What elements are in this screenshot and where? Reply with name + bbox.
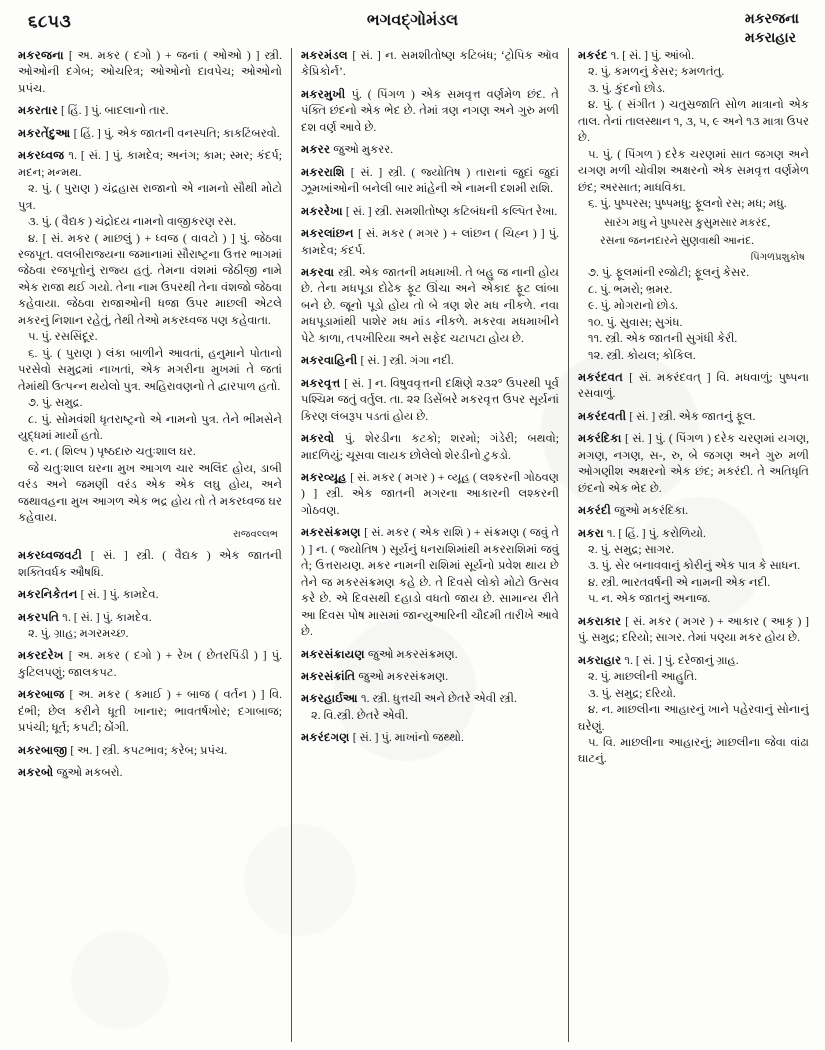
page-folio-number: ૬૮૫૩ [28,12,72,31]
dictionary-entry [301,525,559,640]
dictionary-entry [18,743,282,759]
entry-definition: [ સં. ] સ્ત્રી. સમશીતોષ્ણ કટિબંધની કલ્પિત રેખા. [345,204,558,218]
dictionary-entry [18,148,282,542]
entry-sense: ૪. સ્ત્રી. ભારતવર્ષની એ નામની એક નદી. [588,575,771,589]
dictionary-entry [18,610,282,643]
dictionary-entry [301,87,559,136]
entry-headword: મકરંદી [578,504,615,518]
entry-definition: પું. ( પિંગળ ) એક સમવૃત્ત વર્ણમેળ છંદ. તે પંક્તિ છંદનો એક ભેદ છે. તેમાં ત્રણ નગણ અને ગુરુ મળી દશ વર્ણ આવે છે. [301,87,559,134]
entry-sense: ૭. પું. ફૂલમાંની રજોટી; ફૂલનું કેસર. [588,266,750,280]
entry-headword: મકરવો [301,432,345,446]
entry-sense: ૪. [ સં. મકર ( માછલું ) + ધ્વજ ( વાવટો ) ] પું. જેઠવા રજપૂત. વલબીરાજ્યના જમાનામાં સૌરાષ્ટ્રના ઉત્તર ભાગમાં જેઠવા રજપૂતોનું રાજ્ય હતું. તેમના વંશમાં જેઠીજી નામે એક રાજા થઈ ગયો. તેના નામ ઉપરથી તેના વંશજો જેઠવા કહેવાયા. જેઠવા રાજાઓની ધજા ઉપર માછલી એટલે મકરનું નિશાન રહેતું, તેથી તેઓ મકરધ્વજ પણ કહેવાતા. [18,231,282,327]
dictionary-entry [301,470,559,519]
entry-sense: ૧. [ સં. ] પું. આંબો. [610,49,695,62]
dictionary-entry [578,409,809,425]
entry-sense: ૩. પું. સેર બનાવવાનું કોરીનું એક પાત્ર કે સાધન. [588,559,801,573]
dictionary-entry [18,548,282,581]
column-3 [569,48,809,1042]
dictionary-entry [18,648,282,681]
entry-headword: મકરમુખી [301,87,352,101]
entry-definition: [ અ. મકર ( કમાઈ ) + બાજ ( વર્તન ) ] વિ. દંભી; છેલ કરીને ધૂતી ખાનાર; ભાવતર્ષખોર; દગાબાજ; પ્રપંચી; ધૂર્ત; કપટી; ઠોંગી. [18,688,282,735]
entry-definition: [ સં. ] પું. માખાંનો જથ્થો. [352,731,464,745]
entry-sense: ૩. પું. સમુદ્ર; દરિયો. [588,686,676,700]
entry-definition: [ સં. ] ન. વિષુવવૃત્તની દક્ષિણે ૨૩૨° ઉપરથી પૂર્વ પશ્ચિમ જતું વર્તુલ. તા. ૨૨ ડિસેંબરે મકરવૃત્ત ઉપર સૂર્યનાં કિરણ લંબરૂપ પડતાં હોય છે. [301,376,559,423]
entry-definition: [ સં. મકર ( મગર ) + વ્યૂહ ( લશ્કરની ગોઠવણ ) ] સ્ત્રી. એક જાતની મગરના આકારની લશ્કરની ગોઠવણ. [301,470,559,517]
entry-citation: પિંગળપ્રશુકોષ [750,251,805,263]
entry-sense: ૨. પું. ગ્રાહ; મગરમચ્છ. [28,626,129,640]
entry-definition: જુઓ મકરંદિકા. [614,504,689,518]
dictionary-entry [578,614,809,647]
entry-definition: [ સં. મકરંદવત્ ] વિ. મધવાળું; પુષ્પના રસવાળું. [578,370,809,401]
entry-note: જે ચતુઃશાલ ઘરના મુખ આગળ ચાર અલિંદ હોય, ડાબી વરંડ અને જમણી વરંડ એક એક લઘુ હોય, અને જથાવહના મુખ આગળ એક ભદ્ર હોય તો તે મકરધ્વજ ઘર કહેવાય. [18,461,282,525]
entry-headword: મકરંદવત [578,370,630,384]
entry-sense: ૧. સ્ત્રી. ધુત્તચી અને છેતરે એવી સ્ત્રી. [360,692,517,706]
entry-definition: જુઓ મકબરો. [56,766,123,780]
entry-headword: મકરદરેખ [18,649,69,663]
entry-sense: ૧૦. પું. સુવાસ; સુગંધ. [588,315,683,329]
entry-sense: ૬. પું. ( પુરાણ ) લંકા બાળીને આવતાં, હનુમાને પોતાનો પરસેવો સમુદ્રમાં નાખતાં, એક મગરીના મુખમાં તે જતાં તેમાંથી ઉત્પન્ન થયેલો પુત્ર. અહિરાવણનો તે દ્વારપાળ હતો. [18,346,282,393]
entry-definition: [ અ. ] સ્ત્રી. કપટભાવ; કરેબ; પ્રપંચ. [70,743,228,757]
entry-headword: મકરંદગણ [301,731,353,745]
entry-headword: મકરતેંદુઆ [18,126,74,140]
entry-headword: મકરબાજ [18,688,70,702]
entry-sense: ૮. પું. સોમવંશી ધૃતરાષ્ટ્રનો એ નામનો પુત્ર. તેને ભીમસેને યુદ્ધમાં માર્યો હતો. [18,412,282,442]
entry-definition: [ અ. મકર ( દગો ) + જનાં ( ઓઓ ) ] સ્ત્રી. ઓઓની દગેબ; ઓચરિત્ર; ઓઓનો દાવપેચ; ઓઓનો પ્રપંચ. [18,49,282,95]
dictionary-entry [301,204,559,220]
dictionary-entry [578,370,809,403]
entry-headword: મકરંદિકા [578,432,626,446]
entry-definition: પું. શેરડીના કટકો; શરમો; ગંડેરી; બથવો; માદળિયું; ચૂસવા લાયક છોલેલો શેરડીનો ટુકડો. [301,432,559,462]
entry-definition: સ્ત્રી. એક જાતની મધમાખી. તે બહુ જ નાની હોય છે. તેના મધપૂડા દોઢેક ફૂટ ઊંચા અને એકાદ ફૂટ લાંબા બને છે. જૂનો પૂડો હોય તો બે ત્રણ શેર મધ નીકળે. નવા મધપૂડામાંથી પાશેર મધ માંડ નીકળે. મકરવા મધમાખીને પેટે કાળા, તપખીરિયા અને સફેદ ચટાપટા હોય છે. [301,265,559,345]
dictionary-entry [18,48,282,97]
dictionary-entry [301,165,559,198]
dictionary-entry [578,526,809,608]
entry-definition: [ સં. ] સ્ત્રી. ( જ્યોતિષ ) તારાનાં જુદાં જુદાં ઝૂમખાંઓની બનેલી બાર માંહેની એ નામની દશમી રાશિ. [301,165,559,196]
entry-sense: ૫. પું. ( પિંગળ ) દરેક ચરણમાં સાત જગણ અને યગણ મળી ચોવીશ અક્ષરનો એક સમવૃત્ત વર્ણમેળ છંદ; અરસાત; માધવિકા. [578,147,809,194]
entry-verse-line: સારંગ મધુ ને પુષ્પરસ કુસુમસાર મકરંદ, [604,216,771,229]
entry-headword: મકરંદ [578,49,611,62]
entry-definition: [ સં. ] સ્ત્રી. ગંગા નદી. [360,354,454,368]
dictionary-entry [301,669,559,685]
entry-sense: ૧૧. સ્ત્રી. એક જાતની સુગંધી કેરી. [588,332,738,346]
entry-headword: મકરધ્વજવટી [18,549,91,563]
entry-sense: ૨. વિ.સ્ત્રી. છેતરે એવી. [311,708,409,722]
entry-headword: મકરરાશિ [301,165,351,179]
entry-citation: રાજવલ્લભ [233,528,278,540]
entry-definition: [ સં. મકર ( મગર ) + આકાર ( આકૃ ) ] પું. સમુદ્ર; દરિયો; સાગર. તેમાં પણ્યા મકર હોય છે. [578,614,809,645]
entry-sense: ૨. પું. માછલીની આહુતિ. [588,670,698,684]
dictionary-entry [18,103,282,119]
entry-definition: [ સં. ] પું. કામદેવ. [80,588,159,602]
entry-headword: મકરસંક્રમણ [301,526,365,540]
column-2 [292,48,568,1042]
dictionary-entry [301,142,559,158]
entry-headword: મકરપતિ [18,610,63,624]
entry-headword: મકરા [578,526,607,540]
dictionary-entry [578,653,809,768]
entry-headword: મકરસંક્રાયણ [301,647,368,661]
page-header [0,0,825,46]
entry-headword: મકરહાર્ઇઆ [301,692,361,706]
dictionary-entry [301,226,559,259]
entry-headword: મકરરેખા [301,204,346,218]
entry-sense: ૯. ન. ( શિલ્પ ) પૃષ્ઠદારુ ચતુઃશાલ ઘર. [28,445,196,459]
entry-sense: ૨. પું. ( પુરાણ ) ચંદ્રહાસ રાજાનો એ નામનો સૌથી મોટો પુત્ર. [18,182,282,212]
entry-headword: મકરવ્યૂહ [301,470,351,484]
entry-sense: ૧. [ હિં. ] પું. કરોળિયો. [606,526,706,540]
column-1 [18,48,291,1042]
entry-definition: [ સં. મકર ( એક રાશિ ) + સંક્રમણ ( જવું તે ) ] ન. ( જ્યોતિષ ) સૂર્યનું ધનરાશિમાંથી મકરરાશિમાં જવું તે; ઉત્તરાયણ. મકર નામની રાશિમાં સૂર્યનો પ્રવેશ થાય છે તેને જ મકરસંક્રમણ કહે છે. તે દિવસે લોકો મોટો ઉત્સવ કરે છે. એ દિવસથી દહાડો વધતો જાય છે. સામાન્ય રીતે આ દિવસ પોષ માસમાં જાન્યુઆરિની ચૌદમી તારીખે આવે છે. [301,526,560,639]
entry-sense: ૨. પું. સમુદ્ર; સાગર. [588,543,675,557]
entry-headword: મકરધ્વજ [18,149,69,163]
dictionary-entry [18,587,282,603]
entry-headword: મકરવાહિની [301,354,361,368]
dictionary-entry [301,48,559,81]
dictionary-entry [301,353,559,369]
dictionary-entry [578,48,809,364]
entry-sense: ૩. પું. ( વૈદ્યક ) ચંદ્રોદય નામનો વાજીકરણ રસ. [28,215,237,229]
entry-sense: ૩. પું. કુંદનો છોડ. [588,81,666,95]
book-title: ભગવદ્ગોમંડલ [366,12,459,29]
entry-headword: મકરલાંછન [301,227,358,241]
entry-headword: મકરનિકેતન [18,588,81,602]
guide-word-last: મકરાહાર [744,31,796,47]
guide-word-first: મકરજના [744,12,799,27]
dictionary-entry [578,431,809,497]
entry-sense: ૧. [ સં. ] પું. કામદેવ; અનંગ; કામ; સ્મર; કંદર્પ; મદન; મન્મથ. [18,149,282,179]
column-container [18,48,809,1042]
entry-sense: ૭. પું. સમુદ્ર. [28,396,83,410]
entry-verse-line: રસના જનનદારને સુણવાથી આનંદ. [600,235,754,248]
entry-headword: મકરંદવતી [578,409,630,423]
entry-sense: ૫. પું. રસસિંદૂર. [28,330,98,344]
dictionary-entry [301,647,559,663]
entry-headword: મકરસંક્રાંતિ [301,669,359,683]
entry-definition: [ અ. મકર ( દગો ) + રેખ ( છેતરપિંડી ) ] પું. કુટિલપણું; જાલકપટ. [18,649,282,679]
entry-headword: મકરજના [18,49,69,62]
entry-definition: જુઓ મકરસંક્રમણ. [367,647,458,661]
entry-definition: [ સં. ] સ્ત્રી. એક જાતનું ફૂલ. [629,409,756,423]
entry-definition: [ હિં. ] પું. એક જાતની વનસ્પતિ; કાકટિંબરવો. [73,126,280,140]
entry-sense: ૧. [ સં. ] પું. દરેજાનું ગ્રાહ. [624,653,739,667]
entry-headword: મકરતાર [18,104,61,118]
entry-headword: મકરવૃત્ત [301,376,345,390]
entry-definition: [ સં. મકર ( મગર ) + લાંછન ( ચિહ્ન ) ] પું. કામદેવ; કંદર્પ. [301,227,559,257]
dictionary-entry [18,765,282,781]
entry-sense: ૯. પું. મોગરાનો છોડ. [588,299,678,313]
entry-definition: [ હિં. ] પું. બાદલાનો તાર. [60,104,169,118]
entry-sense: ૮. પું. ભમરો; ભ્રમર. [588,282,673,296]
dictionary-entry [18,687,282,736]
entry-sense: ૫. વિ. માછલીના આહારનું; માછલીના જેવા વાંઢા ઘાટનું. [578,736,809,766]
dictionary-entry [301,691,559,724]
dictionary-entry [578,503,809,519]
entry-sense: ૨. પું. કમળનું કેસર; કમળતંતુ. [588,65,725,79]
entry-headword: મકરમંડલ [301,49,353,62]
entry-headword: મકરબાજી [18,743,71,757]
entry-definition: [ સં. ] સ્ત્રી. ( વૈદ્યક ) એક જાતની શક્તિવર્ધક ઔષધિ. [18,549,282,579]
entry-sense: ૧. [ સં. ] પું. કામદેવ. [62,610,152,624]
entry-definition: જુઓ મકરસંક્રમણ. [358,669,449,683]
dictionary-entry [301,376,559,425]
entry-sense: ૬. પું. પુષ્પરસ; પુષ્પમધુ; ફૂલનો રસ; મધ; મધુ. [588,197,787,211]
dictionary-entry [301,265,559,347]
entry-sense: ૪. પું. ( સંગીત ) ચતુસ્રજાતિ સોળ માત્રાનો એક તાલ. તેનાં તાલસ્થાન ૧, ૩, ૫, ૯ અને ૧૩ માત્રા ઉપર છે. [578,98,809,145]
dictionary-entry [301,730,559,746]
entry-sense: ૪. ન. માછલીના આહારનું ખાને પહેરવાનું સોનાનું ઘરેણું. [578,703,809,733]
entry-headword: મકરાકાર [578,614,626,628]
entry-definition: [ સં. ] ન. સમશીતોષ્ણ કટિબંધ; ‘ટ્રોપિક ઑવ કેપ્રિકોર્ન’. [301,49,559,79]
entry-headword: મકરર [301,143,334,157]
dictionary-entry [301,431,559,464]
entry-definition: જુઓ મુકરર. [333,143,394,157]
guide-words [745,10,799,48]
entry-sense: ૧૨. સ્ત્રી. કોયલ; કોકિલ. [588,348,696,362]
entry-headword: મકરબો [18,766,57,780]
entry-sense: ૫. ન. એક જાતનું અનાજ. [588,592,711,606]
entry-headword: મકરવા [301,265,338,279]
dictionary-entry [18,126,282,142]
entry-definition: [ સં. ] પું. ( પિંગળ ) દરેક ચરણમાં યગણ, મગણ, નગણ, સ-, રુ, બે જગણ અને ગુરુ મળી ઓગણીશ અક્ષરનો એક છંદ; મકરંદી. તે અતિધૃતિ છંદનો એક ભેદ છે. [578,432,809,495]
entry-headword: મકરાહાર [578,653,625,667]
